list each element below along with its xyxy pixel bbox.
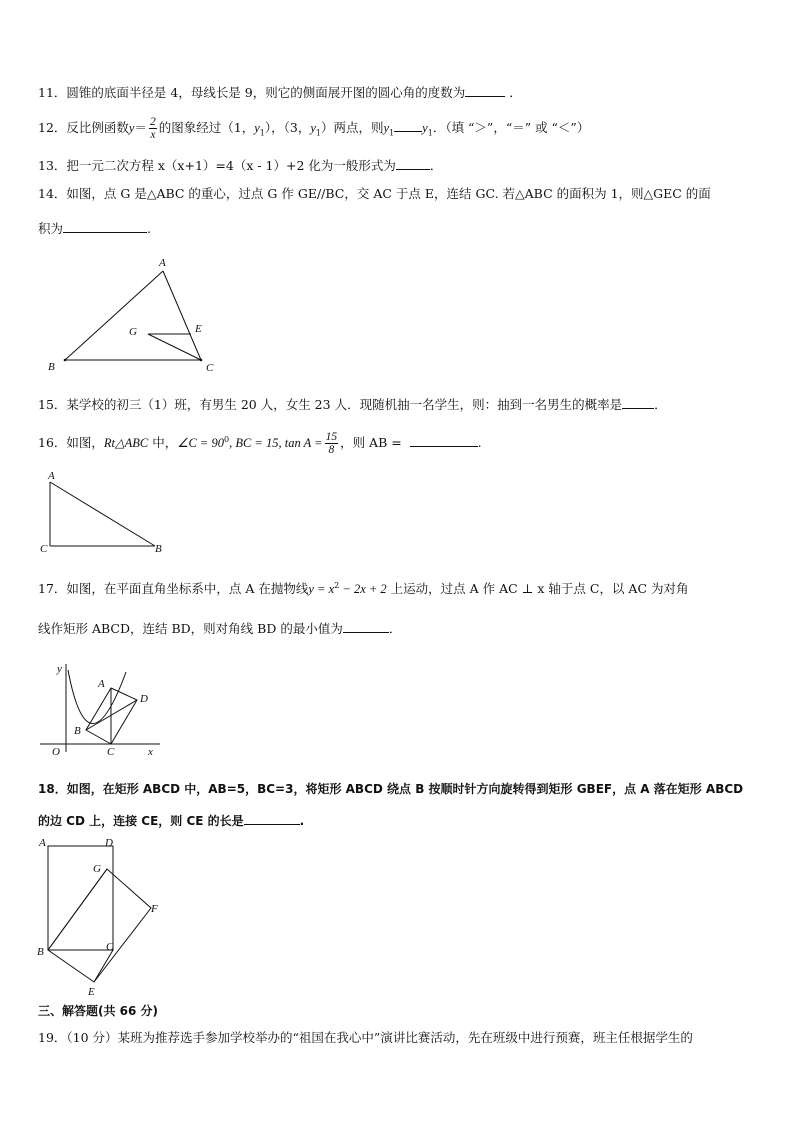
q17-square: 2 (334, 581, 340, 590)
q12-sub4: 1 (427, 128, 433, 138)
q18-segment-ce (94, 950, 113, 982)
q13-answer-blank[interactable] (396, 157, 430, 170)
q14-answer-blank[interactable] (63, 220, 147, 233)
question-14-line2 (38, 220, 151, 237)
q12-sub2: 1 (315, 128, 321, 138)
q18-number: 18． (38, 782, 67, 796)
q13-text: 把一元二次方程 x（x+1）=4（x - 1）+2 化为一般形式为 (66, 158, 396, 173)
q16-text-a: 如图， (66, 435, 104, 450)
section-3-title: 三、解答题(共 66 分) (38, 1004, 159, 1018)
q17-label-x: x (148, 746, 153, 758)
q17-label-a: A (98, 678, 105, 690)
question-14-line1 (38, 186, 711, 202)
q12-answer-blank[interactable] (394, 119, 422, 132)
q17-label-o: O (52, 746, 60, 758)
question-11 (38, 84, 522, 101)
q12-number: 12． (38, 120, 67, 135)
q17-label-b: B (74, 725, 81, 737)
q17-parabola-curve (68, 670, 126, 724)
q15-end: ． (654, 397, 667, 412)
question-18-line2 (38, 812, 304, 829)
q12-y1a: y (254, 121, 260, 135)
q18-end: . (299, 814, 305, 828)
q12-text-b: 的图象经过（1， (158, 120, 255, 135)
q14-label-a: A (159, 257, 166, 269)
q12-y: y (128, 121, 135, 135)
q18-segment-bg (48, 869, 107, 950)
question-16 (38, 431, 482, 456)
question-19 (38, 1030, 693, 1046)
q17-answer-blank[interactable] (343, 620, 389, 633)
q15-text: 某学校的初三（1）班，有男生 20 人，女生 23 人．现随机抽一名学生，则：抽到一名男生的概率是 (66, 397, 623, 412)
section-3-heading (38, 1003, 158, 1019)
q16-frac-denominator: 8 (328, 444, 335, 456)
question-18-line1 (38, 781, 743, 797)
q18-label-b: B (37, 946, 44, 958)
q16-condition2: , BC = 15, tan A = (229, 436, 323, 450)
q12-frac-denominator: x (150, 129, 156, 141)
q12-text-c: ），（3， (264, 120, 311, 135)
q12-y1c: y (383, 121, 390, 135)
q18-rectangle-abcd (48, 846, 113, 950)
q16-answer-blank[interactable] (410, 434, 478, 447)
q16-text-c: ，则 AB = (340, 435, 402, 450)
q18-label-f: F (151, 903, 158, 915)
q12-y1d: y (422, 121, 428, 135)
q17-parabola: y = x (308, 582, 335, 597)
question-12 (38, 116, 589, 142)
q18-text-line1: 如图，在矩形 ABCD 中，AB=5，BC=3，将矩形 ABCD 绕点 B 按顺时针方向旋转得到矩形 GBEF，点 A 落在矩形 ABCD (66, 782, 744, 796)
q12-text-d: ）两点，则 (320, 120, 384, 135)
q19-text: （10 分）某班为推荐选手参加学校举办的“祖国在我心中”演讲比赛活动，先在班级中进行预赛，班主任根据学生的 (66, 1030, 693, 1045)
q17-end: ． (388, 621, 402, 636)
q14-triangle-figure (40, 254, 240, 379)
q16-rt-triangle: Rt△ABC (103, 436, 149, 450)
q17-text-a: 如图，在平面直角坐标系中，点 A 在抛物线 (66, 581, 309, 597)
q16-condition: ∠C = 90 (177, 436, 224, 450)
q14-label-e: E (195, 323, 202, 335)
q12-sub1: 1 (259, 128, 265, 138)
q12-text-a: 反比例函数 (66, 120, 129, 135)
q14-label-b: B (48, 361, 55, 373)
q16-end: . (477, 435, 482, 450)
q11-number: 11． (38, 85, 67, 100)
q12-y1b: y (310, 121, 316, 135)
q18-rectangle-figure (34, 836, 174, 1000)
q12-text-e: ．（填 “＞”，“＝” 或 “＜”） (432, 120, 590, 135)
question-17-line1 (38, 578, 689, 597)
q16-degree: 0 (223, 434, 230, 444)
q14-label-g: G (129, 326, 137, 338)
q14-text-line1: 如图，点 G 是△ABC 的重心，过点 G 作 GE//BC，交 AC 于点 E，连结 GC. 若△ABC 的面积为 1，则△GEC 的面 (66, 186, 711, 201)
q18-label-d: D (105, 837, 113, 849)
q14-segment-gc (148, 334, 201, 360)
q17-text-b: 上运动，过点 A 作 AC ⊥ x 轴于点 C，以 AC 为对角 (386, 581, 689, 597)
q14-text-line2: 积为 (38, 221, 64, 236)
q16-label-c: C (40, 543, 48, 555)
q14-number: 14． (38, 186, 67, 201)
q15-answer-blank[interactable] (622, 396, 654, 409)
q16-label-a: A (48, 470, 55, 482)
q19-number: 19． (38, 1030, 67, 1045)
q11-answer-blank[interactable] (465, 84, 505, 97)
q14-side-ab (65, 271, 163, 360)
q12-frac-numerator: 2 (150, 116, 156, 128)
q18-rectangle-gbef (48, 869, 151, 982)
q16-text-b: 中， (148, 435, 178, 450)
q14-side-ac (163, 271, 201, 360)
q18-label-e: E (88, 986, 95, 998)
q17-number: 17． (38, 581, 67, 597)
q17-label-y: y (57, 663, 62, 675)
q14-point-b (64, 359, 67, 362)
question-17-line2 (38, 620, 401, 637)
q18-label-g: G (93, 863, 101, 875)
q11-text: 圆锥的底面半径是 4，母线长是 9，则它的侧面展开图的圆心角的度数为 (66, 85, 466, 100)
q12-eq: ＝ (134, 120, 147, 135)
q14-point-c (200, 359, 203, 362)
question-13 (38, 157, 442, 174)
q18-label-c: C (106, 941, 114, 953)
q13-number: 13． (38, 158, 67, 173)
q17-label-c: C (107, 746, 115, 758)
q18-label-a: A (39, 837, 46, 849)
q16-label-b: B (155, 543, 162, 555)
q17-parabola2: − 2x + 2 (339, 582, 387, 597)
q15-number: 15． (38, 397, 67, 412)
q14-end: . (147, 221, 151, 236)
q14-label-c: C (206, 362, 214, 374)
q11-end: ． (509, 85, 522, 100)
q16-right-triangle-figure (38, 468, 178, 558)
q16-number: 16． (38, 435, 67, 450)
q17-label-d: D (140, 693, 148, 705)
q17-coordinate-figure (38, 658, 168, 758)
q16-side-ab (50, 482, 155, 546)
q13-end: ． (429, 158, 443, 173)
q16-fraction (325, 431, 339, 456)
q12-sub3: 1 (389, 128, 395, 138)
q16-frac-numerator: 15 (325, 431, 338, 443)
q18-text-line2: 的边 CD 上，连接 CE，则 CE 的长是 (38, 814, 244, 828)
q17-text-line2: 线作矩形 ABCD，连结 BD，则对角线 BD 的最小值为 (38, 621, 343, 636)
q18-answer-blank[interactable] (244, 812, 300, 825)
question-15 (38, 396, 667, 413)
q12-fraction (149, 116, 157, 141)
